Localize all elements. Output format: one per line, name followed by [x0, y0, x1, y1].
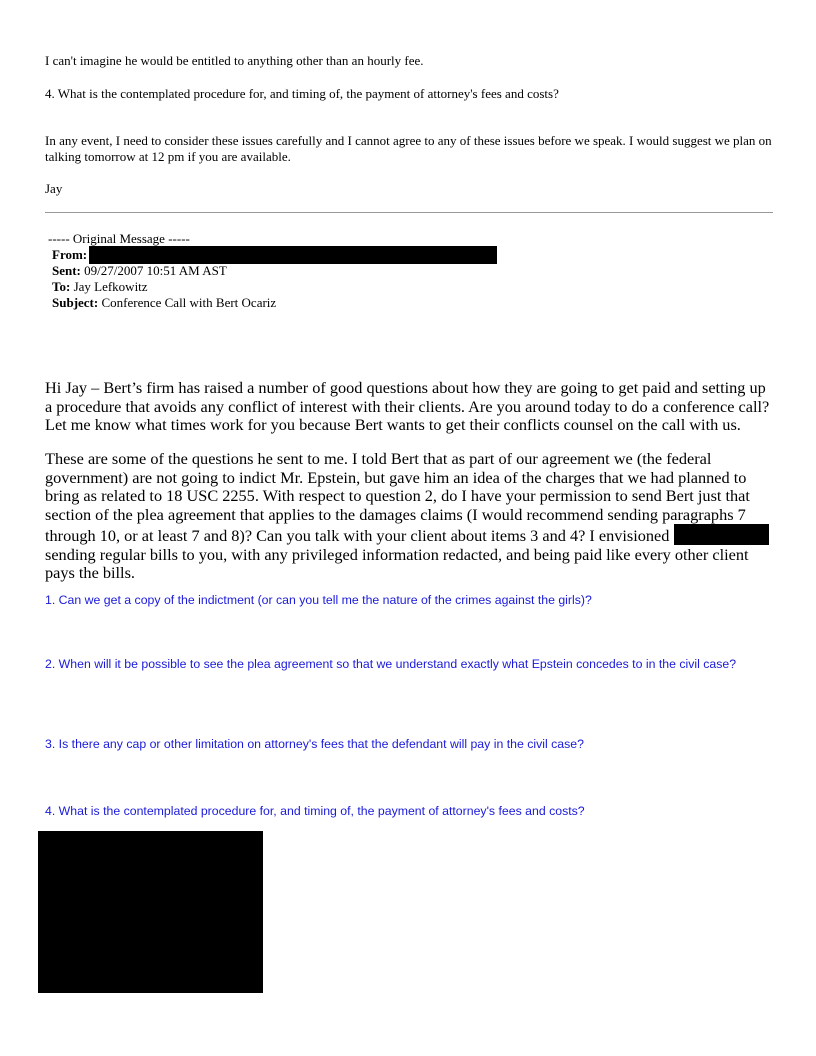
sent-value: 09/27/2007 10:51 AM AST	[84, 263, 227, 278]
paragraph-2-text-after: sending regular bills to you, with any privileged information redacted, and being paid like every other client pays the bills.	[45, 544, 749, 582]
message-paragraph-2	[45, 450, 775, 583]
paragraph-2-text-before: These are some of the questions he sent to me. I told Bert that as part of our agreement we (the federal government) are not going to indict Mr. Epstein, but gave him an idea of the charges that we had planned to bring as related to 18 USC 2255. With respect to question 2, do I have your permission to send Bert just that section of the plea agreement that applies to the damages claims (I would recommend sending paragraphs 7 through 10, or at least 7 and 8)? Can you talk with your client about items 3 and 4? I envisioned	[45, 449, 750, 545]
to-value: Jay Lefkowitz	[73, 279, 148, 294]
redaction-inline	[674, 524, 769, 545]
divider	[45, 212, 773, 213]
header-sent	[52, 263, 227, 279]
redaction-from	[89, 246, 497, 264]
question-3: 3. Is there any cap or other limitation on attorney's fees that the defendant will pay in the civil case?	[45, 737, 584, 751]
reply-line-hourly-fee: I can't imagine he would be entitled to anything other than an hourly fee.	[45, 53, 424, 68]
reply-line-question-4: 4. What is the contemplated procedure for, and timing of, the payment of attorney's fees and costs?	[45, 86, 559, 101]
redaction-block	[38, 831, 263, 993]
from-label: From:	[52, 247, 88, 262]
original-message-banner: ----- Original Message -----	[48, 231, 190, 246]
sent-label: Sent:	[52, 263, 81, 278]
question-2: 2. When will it be possible to see the plea agreement so that we understand exactly what Epstein concedes to in the civil case?	[45, 657, 737, 671]
question-4: 4. What is the contemplated procedure for, and timing of, the payment of attorney's fees and costs?	[45, 804, 585, 818]
header-from	[52, 247, 87, 263]
question-1: 1. Can we get a copy of the indictment (or can you tell me the nature of the crimes against the girls)?	[45, 593, 592, 607]
header-to	[52, 279, 148, 295]
header-subject	[52, 295, 276, 311]
to-label: To:	[52, 279, 71, 294]
subject-value: Conference Call with Bert Ocariz	[101, 295, 277, 310]
reply-signature: Jay	[45, 181, 63, 196]
message-paragraph-1: Hi Jay – Bert’s firm has raised a number of good questions about how they are going to get paid and setting up a procedure that avoids any conflict of interest with their clients. Are you around today to do a conference call? Let me know what times work for you because Bert wants to get their conflicts counsel on the call with us.	[45, 378, 770, 434]
subject-label: Subject:	[52, 295, 99, 310]
reply-line-consider-issues: In any event, I need to consider these issues carefully and I cannot agree to any of these issues before we speak. I would suggest we plan on talking tomorrow at 12 pm if you are available.	[45, 133, 772, 164]
